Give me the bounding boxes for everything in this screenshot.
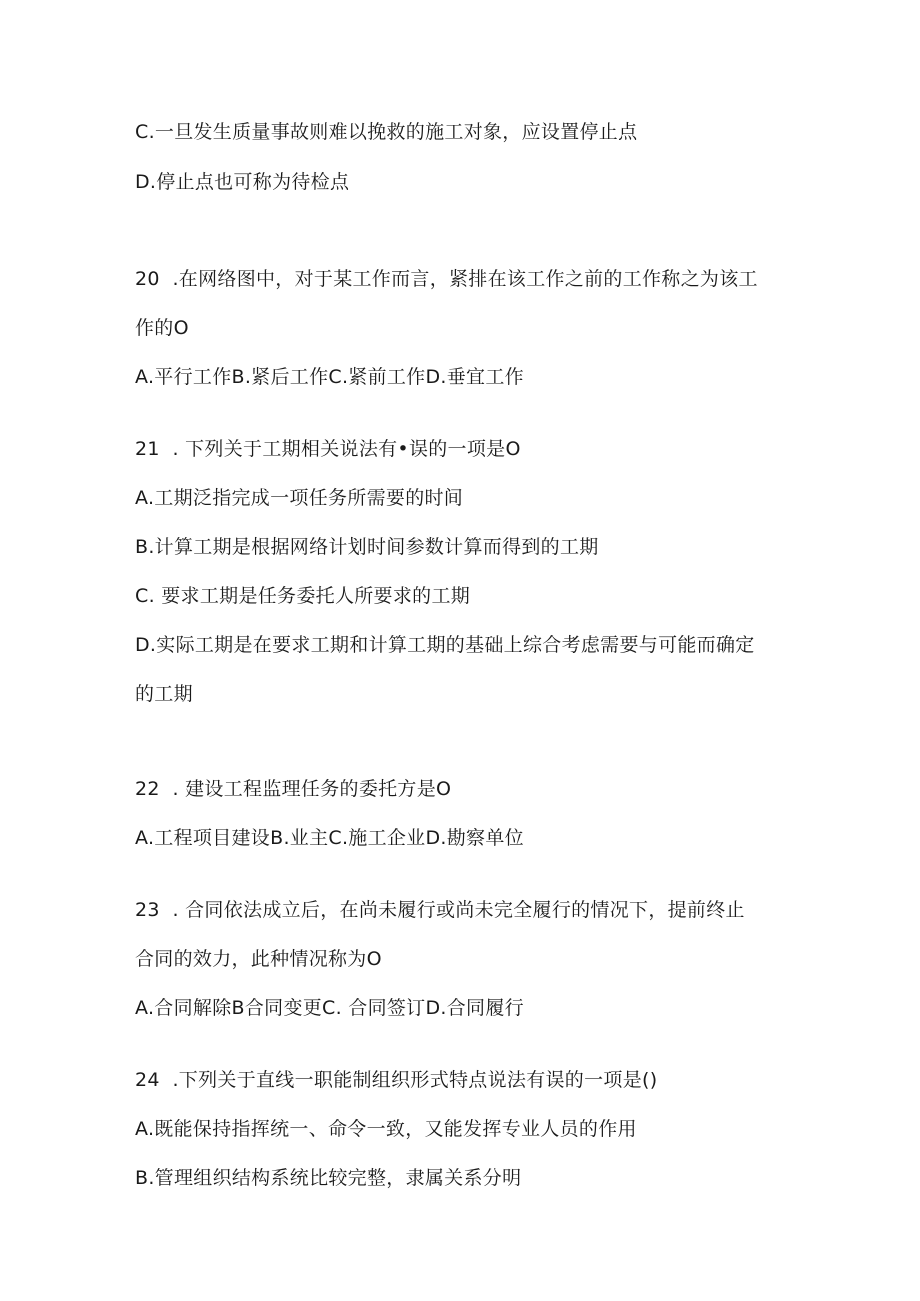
option-c-q21: C. 要求工期是任务委托人所要求的工期 (135, 585, 471, 607)
question-23-line-2: 合同的效力，此种情况称为O (135, 948, 382, 970)
option-c-q19: C.一旦发生质量事故则难以挽救的施工对象，应设置停止点 (135, 121, 638, 143)
question-23-line-1: 23 . 合同依法成立后，在尚未履行或尚未完全履行的情况下，提前终止 (135, 899, 745, 921)
option-d-q21-line-2: 的工期 (135, 683, 193, 705)
question-20-options: A.平行工作B.紧后工作C.紧前工作D.垂宜工作 (135, 366, 524, 388)
option-a-q24: A.既能保持指挥统一、命令一致，又能发挥专业人员的作用 (135, 1118, 637, 1140)
option-b-q24: B.管理组织结构系统比较完整，隶属关系分明 (135, 1167, 522, 1189)
option-d-q21-line-1: D.实际工期是在要求工期和计算工期的基础上综合考虑需要与可能而确定 (135, 634, 755, 656)
option-a-q21: A.工期泛指完成一项任务所需要的时间 (135, 487, 464, 509)
question-22-options: A.工程项目建设B.业主C.施工企业D.勘察单位 (135, 827, 524, 849)
question-20-line-1: 20 .在网络图中，对于某工作而言，紧排在该工作之前的工作称之为该工 (135, 268, 758, 290)
question-23-options: A.合同解除B合同变更C. 合同签订D.合同履行 (135, 997, 524, 1019)
question-20-line-2: 作的O (135, 317, 189, 339)
question-21: 21 . 下列关于工期相关说法有•误的一项是O (135, 438, 521, 460)
option-d-q19: D.停止点也可称为待检点 (135, 171, 350, 193)
option-b-q21: B.计算工期是根据网络计划时间参数计算而得到的工期 (135, 536, 599, 558)
question-24: 24 .下列关于直线一职能制组织形式特点说法有误的一项是() (135, 1069, 658, 1091)
question-22: 22 . 建设工程监理任务的委托方是O (135, 778, 452, 800)
